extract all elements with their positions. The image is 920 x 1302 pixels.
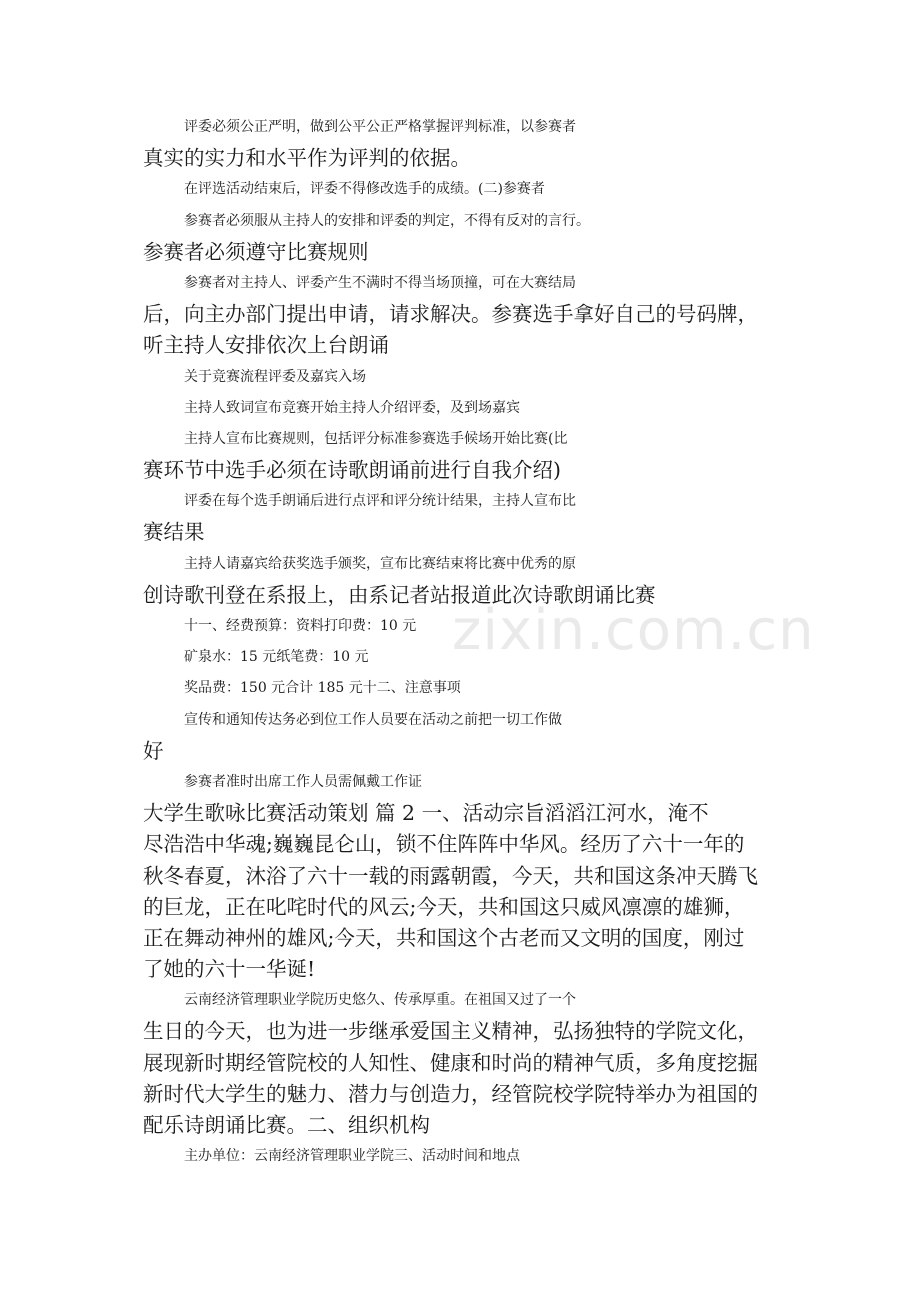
text-line: 主持人请嘉宾给获奖选手颁奖，宣布比赛结束将比赛中优秀的原 [184,555,576,572]
text-line: 后，向主办部门提出申请，请求解决。参赛选手拿好自己的号码牌， [143,302,758,327]
text-line: 关于竞赛流程评委及嘉宾入场 [184,368,366,385]
text-line: 评委在每个选手朗诵后进行点评和评分统计结果，主持人宣布比 [184,493,576,510]
text-line: 好 [143,738,164,763]
text-line: 奖品费：150 元合计 185 元十二、注意事项 [184,680,461,697]
text-line: 展现新时期经管院校的人知性、健康和时尚的精神气质，多角度挖掘 [143,1050,758,1075]
text-line: 矿泉水：15 元纸笔费：10 元 [184,649,369,666]
text-line: 尽浩浩中华魂;巍巍昆仑山，锁不住阵阵中华风。经历了六十一年的 [143,832,745,857]
text-line: 主持人致词宣布竞赛开始主持人介绍评委，及到场嘉宾 [184,399,520,416]
text-line: 了她的六十一华诞! [143,957,316,982]
watermark: zixin.com.cn [452,598,815,663]
text-line: 赛结果 [143,520,205,545]
text-line: 十一、经费预算：资料打印费：10 元 [184,618,417,634]
text-line: 秋冬春夏，沐浴了六十一载的雨露朝霞，今天，共和国这条冲天腾飞 [143,863,758,888]
text-line: 宣传和通知传达务必到位工作人员要在活动之前把一切工作做 [184,711,562,728]
text-line: 大学生歌咏比赛活动策划 篇 2 一、活动宗旨滔滔江河水，淹不 [143,801,709,826]
text-line: 主办单位：云南经济管理职业学院三、活动时间和地点 [184,1148,520,1165]
text-line: 评委必须公正严明，做到公平公正严格掌握评判标准，以参赛者 [184,119,576,135]
text-line: 真实的实力和水平作为评判的依据。 [143,146,471,171]
text-line: 参赛者准时出席工作人员需佩戴工作证 [184,773,422,790]
text-line: 在评选活动结束后，评委不得修改选手的成绩。(二)参赛者 [184,181,545,198]
text-line: 云南经济管理职业学院历史悠久、传承厚重。在祖国又过了一个 [184,992,576,1009]
text-line: 生日的今天，也为进一步继承爱国主义精神，弘扬独特的学院文化， [143,1019,758,1044]
text-line: 听主持人安排依次上台朗诵 [143,333,389,358]
text-line: 新时代大学生的魅力、潜力与创造力，经管院校学院特举办为祖国的 [143,1081,758,1106]
text-line: 配乐诗朗诵比赛。二、组织机构 [143,1113,430,1137]
text-line: 的巨龙，正在叱咤时代的风云;今天，共和国这只威风凛凛的雄狮， [143,894,745,919]
text-line: 参赛者必须服从主持人的安排和评委的判定，不得有反对的言行。 [184,212,590,229]
text-line: 参赛者必须遵守比赛规则 [143,239,369,264]
text-line: 创诗歌刊登在系报上，由系记者站报道此次诗歌朗诵比赛 [143,582,656,607]
text-line: 参赛者对主持人、评委产生不满时不得当场顶撞，可在大赛结局 [184,274,576,291]
text-line: 赛环节中选手必须在诗歌朗诵前进行自我介绍) [143,458,561,483]
text-line: 主持人宣布比赛规则，包括评分标准参赛选手候场开始比赛(比 [184,430,568,447]
document-body [143,112,788,1172]
text-line: 正在舞动神州的雄风;今天，共和国这个古老而又文明的国度，刚过 [143,925,745,950]
